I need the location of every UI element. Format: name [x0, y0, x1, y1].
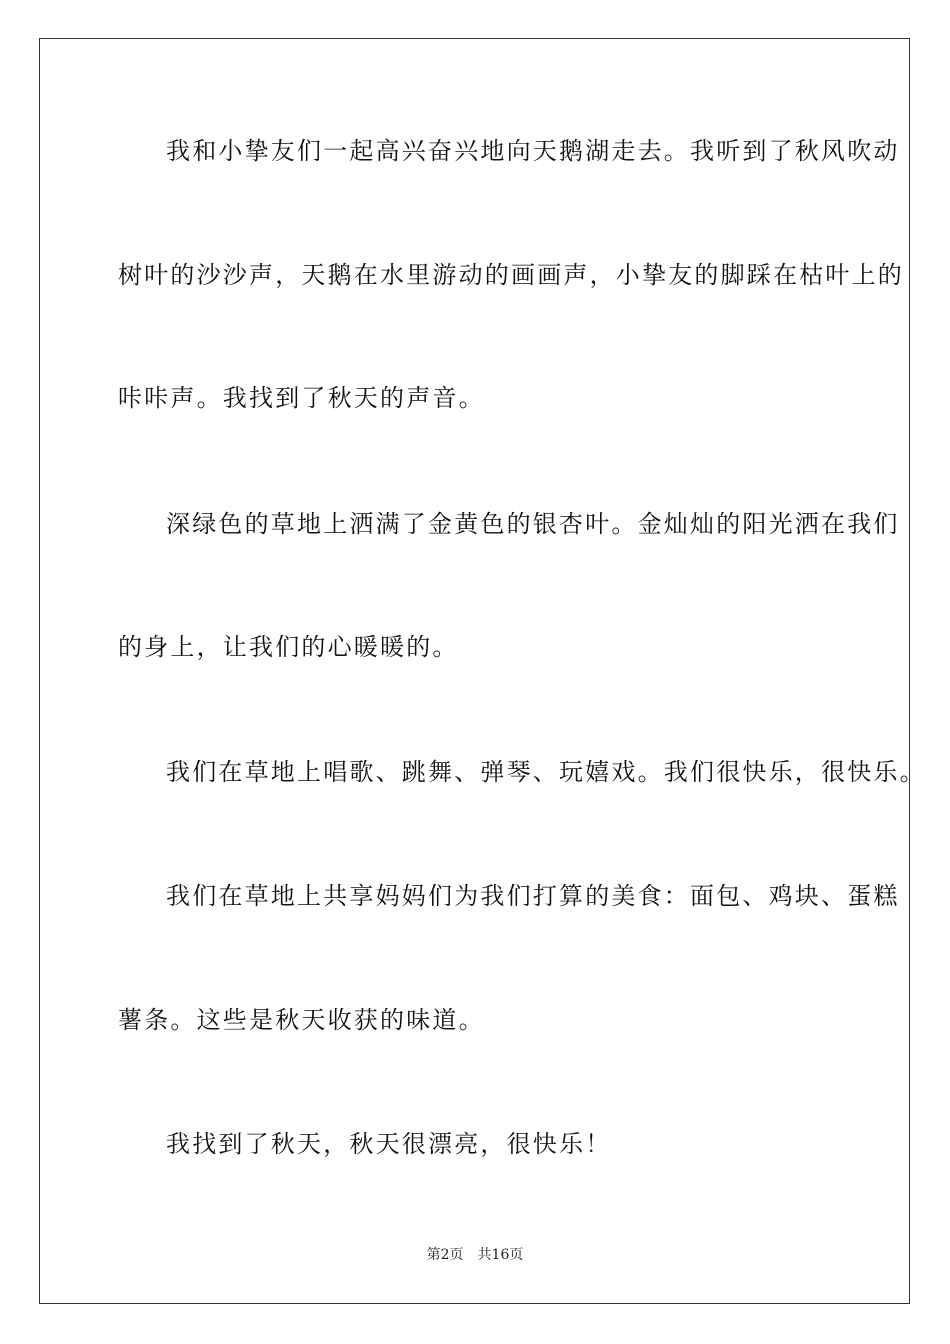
page-footer [0, 1246, 950, 1264]
page-border [39, 38, 910, 1304]
paragraph-1-line-1: 我和小挚友们一起高兴奋兴地向天鹅湖走去。我听到了秋风吹动 [166, 137, 900, 165]
paragraph-1-line-3: 咔咔声。我找到了秋天的声音。 [118, 384, 485, 412]
paragraph-2-line-1: 深绿色的草地上洒满了金黄色的银杏叶。金灿灿的阳光洒在我们 [166, 510, 900, 538]
page-number: 第2页 [426, 1247, 464, 1263]
page-total: 共16页 [477, 1247, 524, 1263]
paragraph-5-line-1: 我找到了秋天，秋天很漂亮，很快乐！ [166, 1130, 612, 1158]
paragraph-4-line-1: 我们在草地上共享妈妈们为我们打算的美食：面包、鸡块、蛋糕 [166, 882, 900, 910]
paragraph-3-line-1: 我们在草地上唱歌、跳舞、弹琴、玩嬉戏。我们很快乐，很快乐。 [166, 758, 926, 786]
paragraph-2-line-2: 的身上，让我们的心暖暖的。 [118, 633, 459, 661]
paragraph-4-line-2: 薯条。这些是秋天收获的味道。 [118, 1006, 485, 1034]
paragraph-1-line-2: 树叶的沙沙声，天鹅在水里游动的画画声，小挚友的脚踩在枯叶上的 [118, 261, 904, 289]
